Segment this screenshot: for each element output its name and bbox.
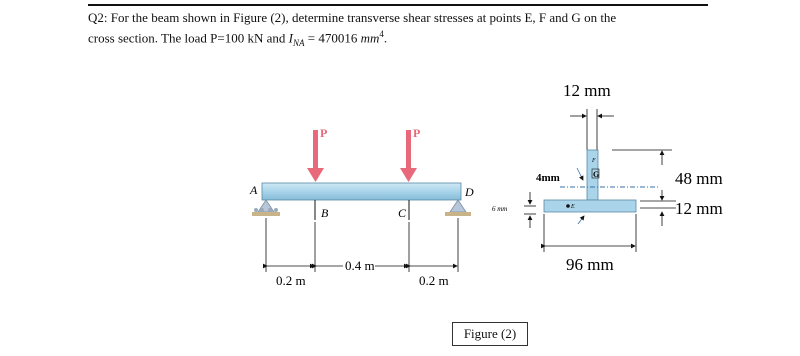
point-f-label: F bbox=[592, 158, 596, 164]
small-dimension bbox=[492, 192, 536, 228]
point-c-label: C bbox=[398, 206, 407, 220]
inertia-subscript: NA bbox=[292, 37, 305, 48]
left-support bbox=[252, 200, 280, 216]
right-support bbox=[445, 200, 471, 216]
beam-diagram bbox=[249, 126, 474, 288]
web-dim-label: 4mm bbox=[536, 172, 560, 184]
inertia-unit: mm bbox=[360, 30, 380, 46]
load-label-left: P bbox=[320, 126, 328, 140]
figure-caption: Figure (2) bbox=[452, 322, 528, 346]
point-e-marker bbox=[566, 204, 570, 208]
dim-left-label: 0.2 m bbox=[276, 273, 306, 288]
small-dim-label: 6 mm bbox=[492, 205, 508, 213]
width-dim-label: 96 mm bbox=[566, 255, 614, 274]
dim-right-label: 0.2 m bbox=[419, 273, 449, 288]
inertia-value: = 470016 bbox=[304, 30, 361, 46]
question-line-1: Q2: For the beam shown in Figure (2), determine transverse shear stresses at points E, F and G on the bbox=[88, 10, 617, 25]
flange-dim-label: 12 mm bbox=[675, 199, 723, 218]
point-g-label: G bbox=[593, 170, 600, 179]
inertia-symbol: I bbox=[288, 30, 293, 46]
dim-middle-label: 0.4 m bbox=[345, 258, 375, 273]
point-e-label: E bbox=[571, 204, 575, 210]
point-d-label: D bbox=[465, 185, 474, 199]
section-flange bbox=[544, 200, 636, 212]
point-b-label: B bbox=[321, 206, 329, 220]
cross-section bbox=[536, 81, 723, 274]
question-line-2-prefix: cross section. The load P=100 kN and bbox=[88, 30, 289, 46]
height-dim-label: 48 mm bbox=[675, 169, 723, 188]
beam-body bbox=[262, 183, 461, 200]
top-dim-label: 12 mm bbox=[563, 81, 611, 100]
load-label-right: P bbox=[413, 126, 421, 140]
inertia-exponent: 4 bbox=[379, 29, 384, 39]
question-line-2-end: . bbox=[383, 30, 388, 46]
point-a-label: A bbox=[250, 183, 258, 197]
